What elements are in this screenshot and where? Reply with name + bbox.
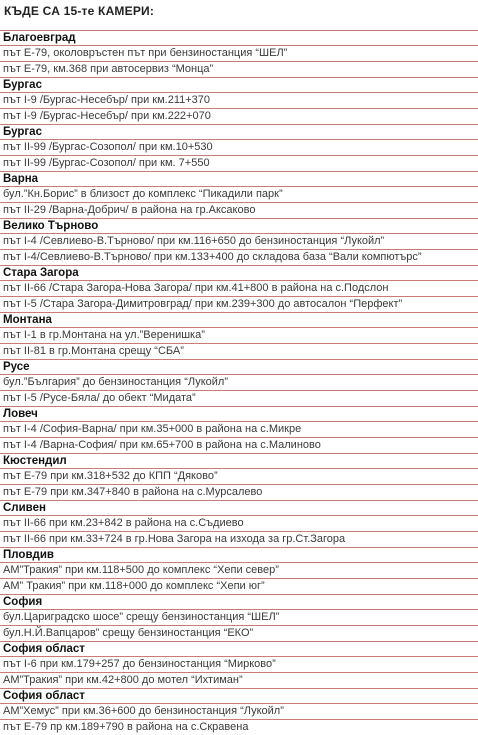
page-title: КЪДЕ СА 15-те КАМЕРИ: <box>4 4 155 18</box>
camera-location: път I-4 /София-Варна/ при км.35+000 в района на с.Микре <box>0 421 478 437</box>
camera-location: АМ”Тракия” при км.118+500 до комплекс “Хепи север” <box>0 562 478 578</box>
camera-location: път II-66 при км.23+842 в района на с.Съдиево <box>0 515 478 531</box>
city-group <box>0 453 478 500</box>
city-heading: Стара Загора <box>0 265 478 280</box>
camera-location: път II-99 /Бургас-Созопол/ при км. 7+550 <box>0 155 478 171</box>
city-group <box>0 359 478 406</box>
camera-location: път I-4 /Варна-София/ при км.65+700 в района на с.Малиново <box>0 437 478 453</box>
camera-location: път I-9 /Бургас-Несебър/ при км.222+070 <box>0 108 478 124</box>
city-heading: Варна <box>0 171 478 186</box>
city-heading: Ловеч <box>0 406 478 421</box>
camera-location: бул.Н.Й.Вапцаров” срещу бензиностанция “ЕКО” <box>0 625 478 641</box>
city-group <box>0 30 478 77</box>
city-heading: Русе <box>0 359 478 374</box>
camera-location: път Е-79, околовръстен път при бензиностанция “ШЕЛ” <box>0 45 478 61</box>
city-group <box>0 500 478 547</box>
city-heading: Кюстендил <box>0 453 478 468</box>
camera-location: път II-29 /Варна-Добрич/ в района на гр.Аксаково <box>0 202 478 218</box>
camera-location: път Е-79 при км.318+532 до КПП “Дяково” <box>0 468 478 484</box>
camera-location: АМ” Тракия” при км.118+000 до комплекс “Хепи юг” <box>0 578 478 594</box>
camera-location: път II-81 в гр.Монтана срещу “СБА” <box>0 343 478 359</box>
camera-location: път I-1 в гр.Монтана на ул.”Веренишка” <box>0 327 478 343</box>
city-group <box>0 406 478 453</box>
city-heading: Велико Търново <box>0 218 478 233</box>
city-group <box>0 641 478 688</box>
camera-location: път II-99 /Бургас-Созопол/ при км.10+530 <box>0 139 478 155</box>
city-heading: Бургас <box>0 77 478 92</box>
city-heading: Благоевград <box>0 30 478 45</box>
camera-location: път II-66 /Стара Загора-Нова Загора/ при км.41+800 в района на с.Подслон <box>0 280 478 296</box>
camera-location: път I-9 /Бургас-Несебър/ при км.211+370 <box>0 92 478 108</box>
city-group <box>0 547 478 594</box>
city-heading: Пловдив <box>0 547 478 562</box>
camera-location: бул.Цариградско шосе” срещу бензиностанция “ШЕЛ” <box>0 609 478 625</box>
city-heading: Бургас <box>0 124 478 139</box>
camera-location: АМ”Тракия” при км.42+800 до мотел “Ихтиман” <box>0 672 478 688</box>
camera-location: път I-4 /Севлиево-В.Търново/ при км.116+650 до бензиностанция “Лукойл” <box>0 233 478 249</box>
city-group <box>0 265 478 312</box>
city-group <box>0 77 478 124</box>
camera-location: АМ”Хемус” при км.36+600 до бензиностанция “Лукойл” <box>0 703 478 719</box>
city-heading: Монтана <box>0 312 478 327</box>
city-heading: София област <box>0 641 478 656</box>
camera-location: път II-66 при км.33+724 в гр.Нова Загора на изхода за гр.Ст.Загора <box>0 531 478 547</box>
camera-list <box>0 30 478 735</box>
city-group <box>0 218 478 265</box>
camera-location: бул.”Кн.Борис” в близост до комплекс “Пикадили парк” <box>0 186 478 202</box>
city-group <box>0 124 478 171</box>
camera-location: път Е-79 пр км.189+790 в района на с.Скравена <box>0 719 478 735</box>
city-heading: София област <box>0 688 478 703</box>
city-heading: Сливен <box>0 500 478 515</box>
camera-location: път I-5 /Русе-Бяла/ до обект “Мидата” <box>0 390 478 406</box>
city-group <box>0 171 478 218</box>
camera-location: път I-6 при км.179+257 до бензиностанция “Мирково” <box>0 656 478 672</box>
city-heading: София <box>0 594 478 609</box>
city-group <box>0 688 478 735</box>
camera-location: път I-4/Севлиево-В.Търново/ при км.133+400 до складова база “Вали компютърс” <box>0 249 478 265</box>
city-group <box>0 312 478 359</box>
camera-location: път Е-79, км.368 при автосервиз “Монца” <box>0 61 478 77</box>
city-group <box>0 594 478 641</box>
camera-location: бул.”България” до бензиностанция “Лукойл” <box>0 374 478 390</box>
camera-location: път I-5 /Стара Загора-Димитровград/ при км.239+300 до автосалон “Перфект” <box>0 296 478 312</box>
camera-location: път Е-79 при км.347+840 в района на с.Мурсалево <box>0 484 478 500</box>
